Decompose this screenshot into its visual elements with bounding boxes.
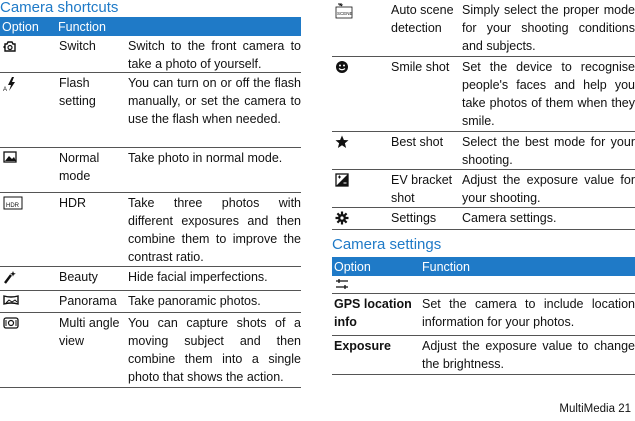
gear-icon (332, 208, 391, 229)
option-label: HDR (59, 196, 87, 210)
function-text: Simply select the proper mode for your shooting conditions and subjects. (462, 3, 635, 53)
beauty-icon (0, 267, 59, 290)
table-row (332, 0, 635, 57)
option-label: Smile shot (391, 60, 450, 74)
table-row (332, 276, 635, 294)
section-title-camera-settings: Camera settings (332, 236, 442, 253)
option-label: GPS location info (334, 297, 412, 329)
normal-mode-icon (0, 148, 59, 192)
table-row (0, 267, 301, 291)
auto-scene-icon (332, 0, 391, 56)
table-row (332, 294, 635, 336)
table-row (0, 291, 301, 313)
hdr-icon (0, 193, 59, 266)
page-footer: MultiMedia 21 (559, 403, 631, 415)
header-option: Option (2, 19, 39, 34)
function-text: Select the best mode for your shooting. (462, 135, 635, 167)
function-text: Set the device to recognise people's faces and help you take photos of them when they smile. (462, 60, 635, 128)
table-row (0, 313, 301, 388)
function-text: Take three photos with different exposures and then combine them to improve the contrast ratio. (128, 196, 301, 264)
table-row (0, 73, 301, 148)
table-row (332, 132, 635, 170)
header-option: Option (334, 259, 371, 274)
table-header (332, 257, 635, 276)
smile-icon (332, 57, 391, 131)
camera-shortcuts-section (0, 0, 301, 388)
table-row (332, 57, 635, 132)
option-label: EV bracket shot (391, 173, 453, 205)
section-title-camera-shortcuts: Camera shortcuts (0, 0, 119, 16)
table-row (0, 148, 301, 193)
table-row (0, 36, 301, 73)
option-label: Auto scene detection (391, 3, 454, 35)
option-label: Flash setting (59, 76, 96, 108)
right-column (332, 0, 635, 375)
function-text: You can turn on or off the flash manually, or set the camera to use the flash when needed. (128, 76, 301, 126)
option-label: Multi angle view (59, 316, 120, 348)
multi-angle-icon (0, 313, 59, 387)
function-text: Switch to the front camera to take a photo of yourself. (128, 39, 301, 71)
panorama-icon (0, 291, 59, 312)
switch-camera-icon (0, 36, 59, 72)
table-header (0, 17, 301, 36)
table-row (332, 336, 635, 375)
function-text: You can capture shots of a moving subject and then combine them into a single photo that shows the action. (128, 316, 301, 384)
ev-bracket-icon (332, 170, 391, 207)
option-label: Settings (391, 211, 437, 225)
svg-text:A: A (3, 87, 8, 92)
function-text: Adjust the exposure value for your shooting. (462, 173, 635, 205)
star-icon (332, 132, 391, 169)
table-row (332, 170, 635, 208)
option-label: Normal mode (59, 151, 100, 183)
svg-text:HDR: HDR (6, 203, 19, 209)
function-text: Hide facial imperfections. (128, 270, 268, 284)
table-row (0, 193, 301, 267)
function-text: Camera settings. (462, 211, 557, 225)
option-label: Switch (59, 39, 96, 53)
svg-text:SCENE: SCENE (337, 11, 353, 16)
function-text: Adjust the exposure value to change the brightness. (422, 339, 635, 371)
header-function: Function (422, 259, 470, 274)
function-text: Take panoramic photos. (128, 294, 261, 308)
table-row (332, 208, 635, 230)
function-text: Take photo in normal mode. (128, 151, 283, 165)
flash-icon (0, 73, 59, 147)
option-label: Panorama (59, 294, 117, 308)
option-label: Beauty (59, 270, 98, 284)
option-label: Exposure (334, 339, 391, 353)
function-text: Set the camera to include location information for your photos. (422, 297, 635, 329)
option-label: Best shot (391, 135, 444, 149)
header-function: Function (58, 19, 106, 34)
settings-sliders-icon (332, 276, 391, 293)
